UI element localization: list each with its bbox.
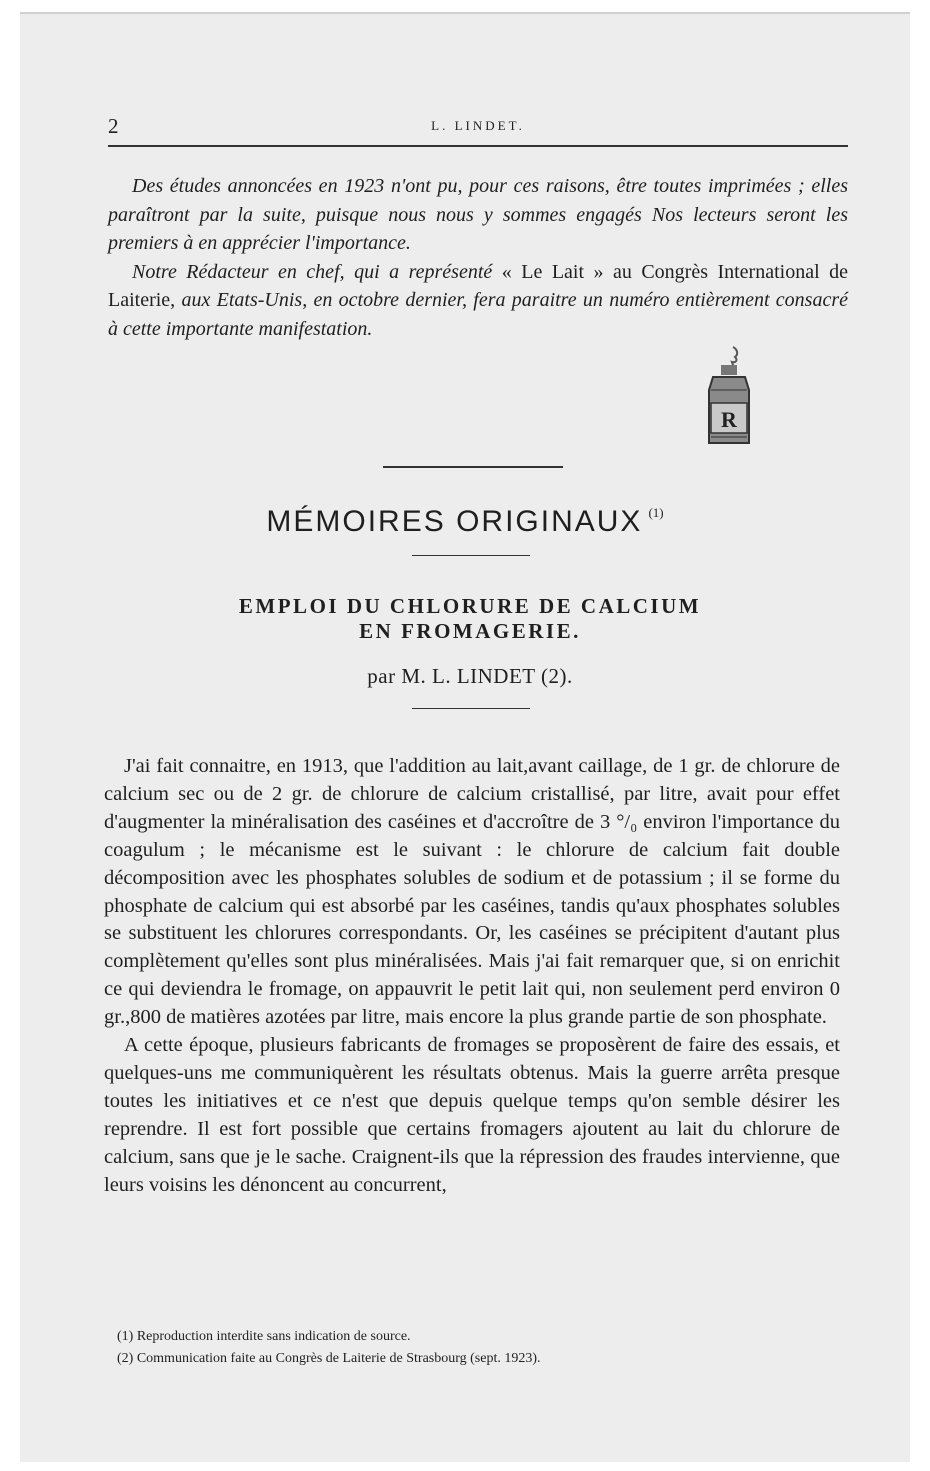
article-title <box>0 594 930 644</box>
article-title-line-2: EN FROMAGERIE. <box>359 619 581 643</box>
article-body <box>104 753 840 1200</box>
section-note-ref: (1) <box>648 505 664 520</box>
intro-paragraph-2-c: aux Etats-Unis, en octobre dernier, fera paraitre un numéro entièrement consacré à cette importante manifestation. <box>108 289 848 340</box>
bottle-ornament-icon <box>703 345 755 450</box>
intro-paragraph-2-b: « Le Lait » au Congrès International de Laiterie, <box>108 260 848 311</box>
header-rule <box>108 145 848 147</box>
body-paragraph-1: J'ai fait connaitre, en 1913, que l'addition au lait,avant caillage, de 1 gr. de chlorure de calcium sec ou de 2 gr. de chlorure de calcium cristallisé, par litre, avait pour effet d'augmenter la minéralisation des caséines et d'accroître de 3 °/₀ environ l'importance du coagulum ; le mécanisme est le suivant : le chlorure de calcium fait double décomposition avec les phosphates solubles de sodium et de potassium ; il se forme du phosphate de calcium qui est absorbé par les caséines, tandis qu'aux phosphates solubles se substituent les chlorures correspondants. Or, les caséines se précipitent d'autant plus complètement qu'elles sont plus minéralisées. Mais j'ai fait remarquer que, si on enrichit ce qui deviendra le fromage, on appauvrit le petit lait qui, non seulement perd environ 0 gr.,800 de matières azotées par litre, mais encore la plus grande partie de son phosphate. <box>104 755 840 1029</box>
running-title: L. LINDET. <box>431 118 525 133</box>
intro-paragraph-2-a: Notre Rédacteur en chef, qui a représenté <box>132 260 493 283</box>
byline: par M. L. LINDET (2). <box>367 664 573 688</box>
page-number: 2 <box>108 114 119 138</box>
byline-rule <box>412 708 530 709</box>
footnote-1: (1) Reproduction interdite sans indication de source. <box>117 1329 411 1344</box>
section-title-text: MÉMOIRES ORIGINAUX <box>266 505 643 538</box>
intro-paragraph-1: Des études annoncées en 1923 n'ont pu, pour ces raisons, être toutes imprimées ; elles paraîtront par la suite, puisque nous nous y sommes engagés Nos lecteurs seront les premiers à en apprécier l'importance. <box>108 175 848 254</box>
section-heading <box>0 505 930 539</box>
running-header <box>108 114 848 138</box>
footnote-2: (2) Communication faite au Congrès de Laiterie de Strasbourg (sept. 1923). <box>117 1351 541 1366</box>
ornament-letter: R <box>721 407 737 432</box>
intro-notice <box>108 172 848 343</box>
article-title-line-1: EMPLOI DU CHLORURE DE CALCIUM <box>238 594 702 618</box>
section-rule-bottom <box>412 555 530 556</box>
body-paragraph-2: A cette époque, plusieurs fabricants de fromages se proposèrent de faire des essais, et quelques-uns me communiquèrent les résultats obtenus. Mais la guerre arrêta presque toutes les initiatives et ce n'est que depuis quelque temps qu'on semble désirer les reprendre. Il est fort possible que certains fromagers ajoutent au lait du chlorure de calcium, sans que je le sache. Craignent-ils que la répression des fraudes intervienne, que leurs voisins les dénoncent au concurrent, <box>104 1034 840 1196</box>
intro-paragraph-2 <box>108 258 848 344</box>
footnotes <box>117 1326 837 1370</box>
section-rule-top <box>383 466 563 468</box>
